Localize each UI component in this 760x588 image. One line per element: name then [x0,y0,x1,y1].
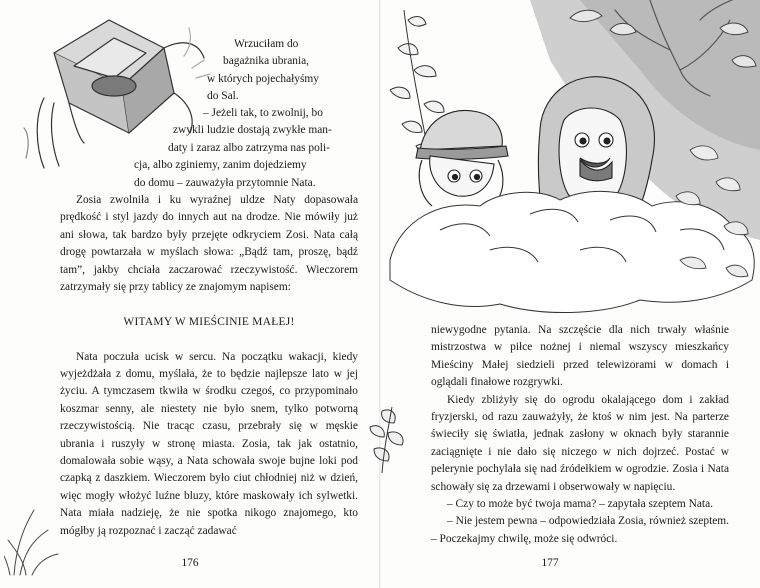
narrow-line: – Jeżeli tak, to zwolnij, bo [203,107,323,119]
narrow-text-block [196,36,356,106]
left-main-text [60,192,358,540]
right-page [380,0,760,588]
narrow-line: zwykli ludzie dostają zwykłe man- [173,124,332,137]
right-main-text [431,322,729,548]
narrow-line: do domu – zauważyła przytomnie Nata. [134,176,316,189]
body-paragraph: Zosia zwolniła i ku wyraźnej uldze Naty dopasowała prędkość i styl jazdy do innych aut na drodze. Nie mówiły już ani słowa, tak bardzo były przejęte odkryciem Zosi. Nata całą drogę powtarzała w myślach słowa: „Bądź tam, proszę, bądź tam”, jakby chciała zaczarować rzeczywistość. Wieczorem zatrzymały się przy tablicy ze znajomym napisem: [60,194,358,294]
narrow-line: bagażnika ubrania, [223,55,310,68]
page-number: 177 [541,557,559,569]
narrow-line: daty i zaraz albo zatrzyma nas poli- [168,141,330,154]
body-paragraph: Nata poczuła ucisk w sercu. Na początku wakacji, kiedy wyjeżdżała z domu, myślała, że to będzie najlepsze lato w jej życiu. A tymczasem tkwiła w środku czegoś, co przypominało koszmar senny, ale niestety nie było snem, tylko potworną rzeczywistością. Nie tracąc czasu, przebrały się w męskie ubrania i ruszyły w stronę miasta. Zosia, tak jak ostatnio, domalowała sobie wąsy, a Nata schowała swoje bujne loki pod czapką z daszkiem. Wieczorem było ciut chłodniej niż w dzień, więc mogły włożyć luźne bluzy, które maskowały ich sylwetki. Nata miała nadzieję, że nie spotka nikogo znajomego, kto mógłby ją rozpoznać i zacząć zadawać [60,350,358,537]
narrow-line: do Sal. [207,90,239,103]
dialogue-line: – Czy to może być twoja mama? – zapytała szeptem Nata. [447,498,713,511]
body-paragraph: niewygodne pytania. Na szczęście dla nich trwały właśnie mistrzostwa w piłce nożnej i niemal wszyscy mieszkańcy Mieściny Małej siedzieli przed telewizorami w domach i oglądali finałowe rozgrywki. [431,324,729,389]
dialogue-line: – Nie jestem pewna – odpowiedziała Zosia, również szeptem. – Poczekajmy chwilę, może się odwróci. [431,515,729,545]
narrow-line: Wrzuciłam do [234,38,299,50]
narrow-line: cja, albo zginiemy, zanim dojedziemy [134,159,307,172]
leaf-sprig-illustration [364,405,416,475]
page-number: 176 [181,557,199,569]
narrow-line: w których pojechałyśmy [207,72,319,85]
narrow-text-block-2 [134,105,358,192]
grass-illustration [4,470,64,580]
body-paragraph: Kiedy zbliżyły się do ogrodu okalającego dom i zakład fryzjerski, od razu zauważyły, że ktoś w nim jest. Na parterze świeciły się światła, jednak zasłony w oknach były starannie zaciągnięte i nie dało się niczego w nich dojrzeć. Postać w pelerynie pochylała się nad źródełkiem w ogrodzie. Zosia i Nata schowały się za drzewami i obserwowały w napięciu. [431,393,729,493]
sign-heading: WITAMY W MIEŚCINIE MAŁEJ! [123,315,295,328]
girls-hiding-in-bushes-illustration [380,0,760,320]
